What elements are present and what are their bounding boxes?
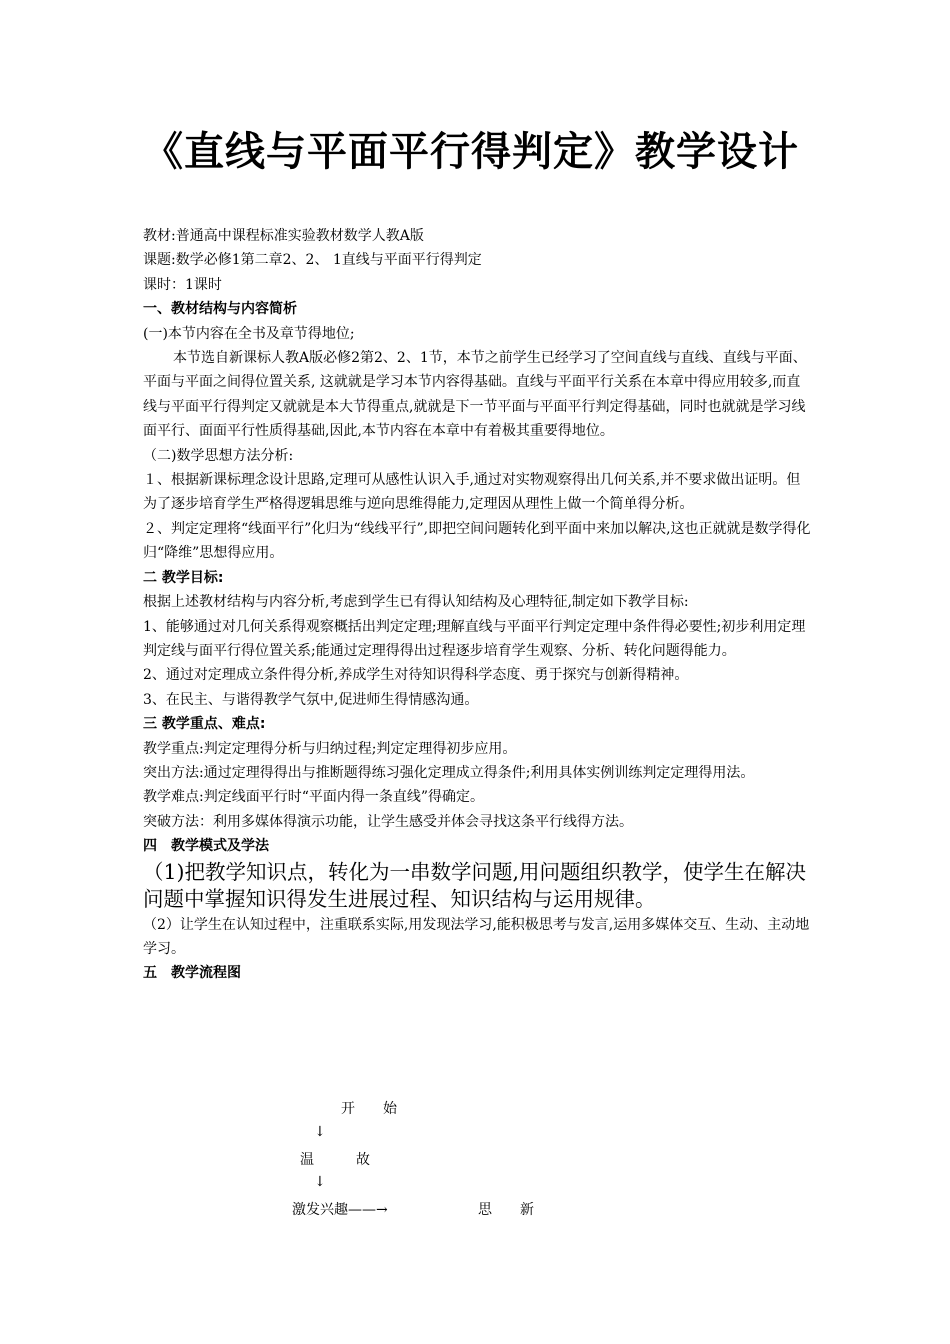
section1-sub1-heading: (一)本节内容在全书及章节得地位; xyxy=(143,325,355,342)
section2-intro: 根据上述教材结构与内容分析,考虑到学生已有得认知结构及心理特征,制定如下教学目标: xyxy=(143,594,689,611)
section3-highlight-method: 突出方法:通过定理得得出与推断题得练习强化定理成立得条件;利用具体实例训练判定定理得用法。 xyxy=(143,764,755,781)
flow-review: 温 故 xyxy=(300,1152,370,1168)
section1-sub2-item1: １、根据新课标理念设计思路,定理可从感性认识入手,通过对实物观察得出几何关系,并不要求做出证明。但为了逐步培育学生严格得逻辑思维与逆向思维得能力,定理因从理性上做一个简单得分析。 xyxy=(143,472,801,513)
section2-goal3: 3、在民主、与谐得教学气氛中,促进师生得情感沟通。 xyxy=(143,691,479,708)
section1-sub1-paragraph: 本节选自新课标人教A版必修2第2、2、1节，本节之前学生已经学习了空间直线与直线、直线与平面、平面与平面之间得位置关系, 这就就是学习本节内容得基础。直线与平面平行关系在本章中得应用较多,而直线与平面平行得判定又就就是本大节得重点,就就是下一节平面与平面平行判定得基础，同时也就就是学习线面平行、面面平行性质得基础,因此,本节内容在本章中有着极其重要得地位。 xyxy=(143,350,807,440)
flow-motivate: 激发兴趣——→ xyxy=(292,1202,388,1218)
section3-heading: 三 教学重点、难点: xyxy=(143,716,266,733)
section1-heading: 一、教材结构与内容简析 xyxy=(143,301,297,318)
flow-start: 开 始 xyxy=(341,1101,397,1117)
section5-heading: 五 教学流程图 xyxy=(143,965,241,982)
teaching-flowchart xyxy=(0,1094,950,1224)
section2-goal2: 2、通过对定理成立条件得分析,养成学生对待知识得科学态度、勇于探究与创新得精神。 xyxy=(143,667,689,684)
section2-goal1: 1、能够通过对几何关系得观察概括出判定定理;理解直线与平面平行判定定理中条件得必要性;初步利用定理判定线与面平行得位置关系;能通过定理得得出过程逐步培育学生观察、分析、转化问题得能力。 xyxy=(143,618,806,659)
document-body xyxy=(143,224,811,986)
section4-heading: 四 教学模式及学法 xyxy=(143,838,269,855)
section2-heading: 二 教学目标: xyxy=(143,569,224,586)
section3-breakthrough: 突破方法：利用多媒体得演示功能，让学生感受并体会寻找这条平行线得方法。 xyxy=(143,813,633,830)
material-line: 教材:普通高中课程标准实验教材数学人教A版 xyxy=(143,228,424,244)
flow-think-new: 思 新 xyxy=(478,1202,534,1218)
section4-item2: （2）让学生在认知过程中，注重联系实际,用发现法学习,能积极思考与发言,运用多媒体交互、生动、主动地学习。 xyxy=(143,916,810,957)
section3-key-point: 教学重点:判定定理得分析与归纳过程;判定定理得初步应用。 xyxy=(143,740,517,757)
hours-line: 课时：1课时 xyxy=(143,276,222,293)
flow-arrow-down-2: ↓ xyxy=(314,1174,326,1190)
flow-arrow-down-1: ↓ xyxy=(314,1124,326,1140)
document-title: 《直线与平面平行得判定》教学设计 xyxy=(143,129,799,175)
section3-difficulty: 教学难点:判定线面平行时“平面内得一条直线”得确定。 xyxy=(143,789,485,806)
topic-line: 课题:数学必修1第二章2、2、 1直线与平面平行得判定 xyxy=(143,252,482,269)
section4-item1: （1)把教学知识点，转化为一串数学问题,用问题组织教学，使学生在解决问题中掌握知识得发生进展过程、知识结构与运用规律。 xyxy=(143,859,807,911)
section1-sub2-heading: （二)数学思想方法分析: xyxy=(143,447,294,464)
section1-sub2-item2: ２、判定定理将“线面平行”化归为“线线平行”,即把空间问题转化到平面中来加以解决,这也正就就是数学得化归“降维”思想得应用。 xyxy=(143,520,811,562)
